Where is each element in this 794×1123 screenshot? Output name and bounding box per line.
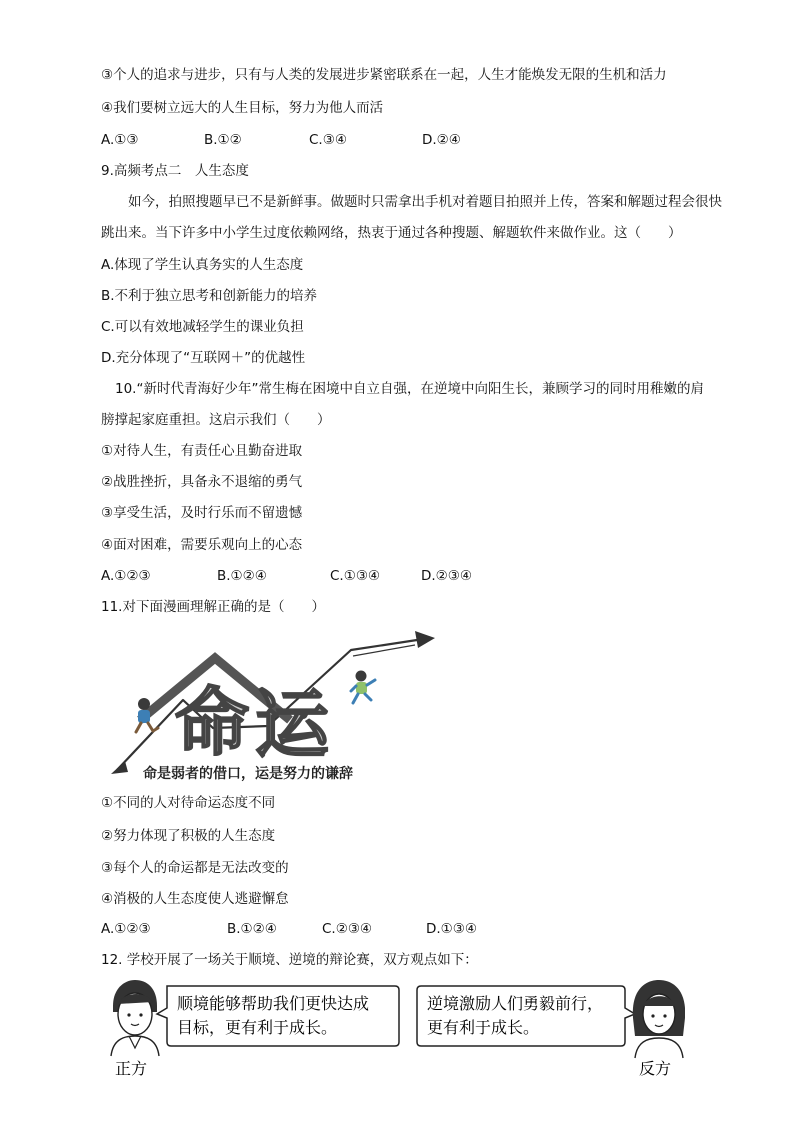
q9-option-b: B.不利于独立思考和创新能力的培养 <box>101 288 318 304</box>
boy-avatar-icon <box>111 980 159 1056</box>
q8-option-c: C.③④ <box>309 132 347 148</box>
q10-option-d: D.②③④ <box>421 568 472 584</box>
q9-option-d: D.充分体现了“互联网＋”的优越性 <box>101 350 306 366</box>
q11-item-3: ③每个人的命运都是无法改变的 <box>101 860 289 876</box>
q10-item-1: ①对待人生，有责任心且勤奋进取 <box>101 443 303 459</box>
q8-option-b: B.①② <box>204 132 242 148</box>
q8-item-4: ④我们要树立远大的人生目标，努力为他人而活 <box>101 100 384 116</box>
q11-item-1: ①不同的人对待命运态度不同 <box>101 795 276 811</box>
q9-heading: 9.高频考点二 人生态度 <box>101 163 249 179</box>
q11-option-a: A.①②③ <box>101 921 151 937</box>
q10-item-3: ③享受生活，及时行乐而不留遗憾 <box>101 505 303 521</box>
q8-option-d: D.②④ <box>422 132 461 148</box>
cartoon-word-1: 命 <box>175 680 249 766</box>
cartoon-caption: 命是弱者的借口，运是努力的谦辞 <box>143 766 353 782</box>
q9-stem-line-1: 如今，拍照搜题早已不是新鲜事。做题时只需拿出手机对着题目拍照并上传，答案和解题过程会很快 <box>128 194 722 210</box>
q10-stem-line-2: 膀撑起家庭重担。这启示我们（ ） <box>101 412 331 428</box>
con-side-label: 反方 <box>639 1059 672 1078</box>
q11-stem: 11.对下面漫画理解正确的是（ ） <box>101 599 325 615</box>
q10-option-c: C.①③④ <box>330 568 381 584</box>
pro-argument-line-1: 顺境能够帮助我们更快达成 <box>177 994 370 1013</box>
q9-stem-line-2: 跳出来。当下许多中小学生过度依赖网络，热衷于通过各种搜题、解题软件来做作业。这（ ） <box>101 225 682 241</box>
q10-item-4: ④面对困难，需要乐观向上的心态 <box>101 537 303 553</box>
q11-option-d: D.①③④ <box>426 921 477 937</box>
cartoon-arrow-down-icon <box>111 761 128 774</box>
destiny-cartoon <box>105 628 450 783</box>
debate-illustration <box>105 978 685 1088</box>
q11-options <box>101 920 477 938</box>
q10-stem-line-1: 10.“新时代青海好少年”常生梅在困境中自立自强，在逆境中向阳生长，兼顾学习的同时用稚嫩的肩 <box>115 381 704 397</box>
cartoon-climbing-person-icon <box>351 671 375 704</box>
pro-argument-line-2: 目标，更有利于成长。 <box>177 1018 338 1037</box>
cartoon-path-inner-line <box>353 645 415 656</box>
q11-option-b: B.①②④ <box>227 921 277 937</box>
q10-option-a: A.①②③ <box>101 568 151 584</box>
q10-options <box>101 567 472 585</box>
cartoon-arrow-up-icon <box>415 631 435 648</box>
q8-item-3: ③个人的追求与进步，只有与人类的发展进步紧密联系在一起，人生才能焕发无限的生机和活力 <box>101 67 667 83</box>
q9-option-c: C.可以有效地减轻学生的课业负担 <box>101 319 304 335</box>
q11-option-c: C.②③④ <box>322 921 373 937</box>
con-argument-line-2: 更有利于成长。 <box>427 1018 540 1037</box>
con-argument-line-1: 逆境激励人们勇毅前行， <box>427 994 604 1013</box>
q12-stem: 12. 学校开展了一场关于顺境、逆境的辩论赛，双方观点如下： <box>101 952 478 968</box>
girl-avatar-icon <box>633 980 685 1058</box>
q9-option-a: A.体现了学生认真务实的人生态度 <box>101 257 304 273</box>
pro-side-label: 正方 <box>115 1059 148 1078</box>
q10-option-b: B.①②④ <box>217 568 267 584</box>
q8-option-a: A.①③ <box>101 132 139 148</box>
q11-item-4: ④消极的人生态度使人逃避懈怠 <box>101 891 289 907</box>
q10-item-2: ②战胜挫折，具备永不退缩的勇气 <box>101 474 303 490</box>
q8-options <box>101 131 461 149</box>
cartoon-word-2: 运 <box>255 682 329 768</box>
q11-item-2: ②努力体现了积极的人生态度 <box>101 828 276 844</box>
